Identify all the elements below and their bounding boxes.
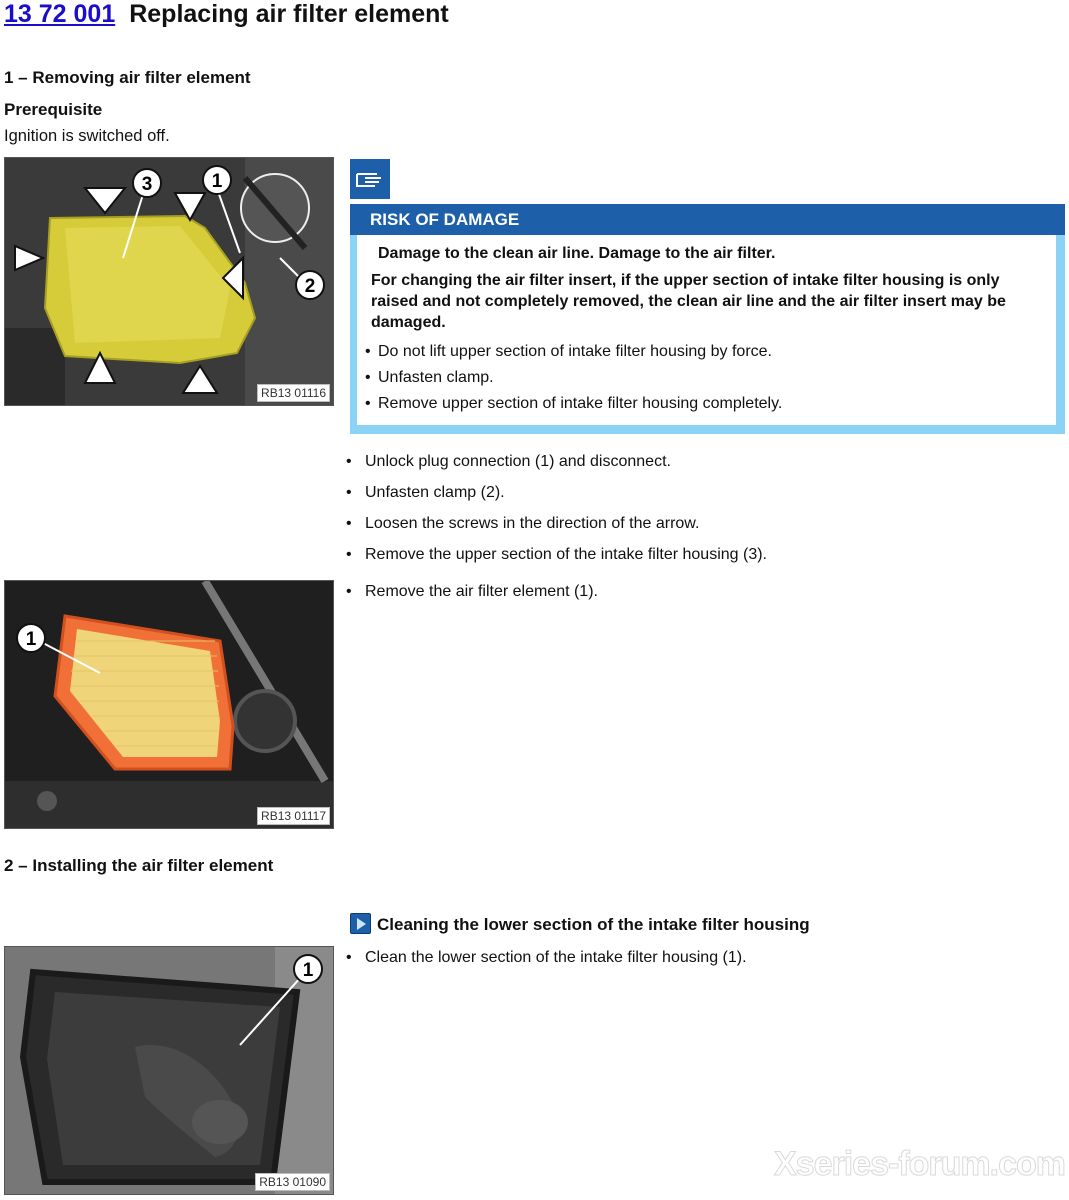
figure-label: RB13 01117: [257, 807, 330, 825]
warning-line-2: For changing the air filter insert, if the upper section of intake filter housing is only raised and not completely removed, the clean air line and the air filter insert may be damaged.: [371, 272, 1006, 331]
figure-label: RB13 01090: [255, 1173, 330, 1191]
lower-housing-illustration: [5, 947, 333, 1194]
step-item: • Remove the upper section of the intake filter housing (3).: [346, 544, 767, 575]
warning-list: [371, 339, 1042, 417]
step-item: • Loosen the screws in the direction of the arrow.: [346, 513, 767, 544]
filter-steps-list: [346, 581, 598, 612]
warning-title: RISK OF DAMAGE: [350, 204, 1065, 235]
pointing-hand-icon: [350, 159, 390, 199]
callout-2: [296, 271, 324, 299]
step-item: • Remove the air filter element (1).: [346, 581, 598, 612]
step-item: • Unlock plug connection (1) and disconnect.: [346, 451, 767, 482]
cleaning-steps-list: [346, 947, 747, 978]
callout-3: [133, 169, 161, 197]
prerequisite-text: Ignition is switched off.: [4, 127, 170, 145]
figure-lower-housing: [4, 946, 334, 1195]
warning-content: [357, 235, 1056, 425]
svg-text:2: 2: [304, 276, 316, 297]
removal-steps-list: [346, 451, 767, 575]
play-arrow-icon[interactable]: [350, 913, 371, 934]
callout-1: [294, 955, 322, 983]
warning-item: • Remove upper section of intake filter housing completely.: [365, 391, 1042, 417]
svg-text:3: 3: [141, 174, 153, 195]
repair-code-link[interactable]: 13 72 001: [4, 0, 116, 28]
step-item: • Clean the lower section of the intake filter housing (1).: [346, 947, 747, 978]
page-title: [4, 0, 449, 29]
figure-intake-housing-upper: [4, 157, 334, 406]
section-heading-installing: 2 – Installing the air filter element: [4, 856, 274, 875]
figure-air-filter-element: [4, 580, 334, 829]
step-item: • Unfasten clamp (2).: [346, 482, 767, 513]
intake-housing-illustration: [5, 158, 333, 405]
prerequisite-label: Prerequisite: [4, 100, 103, 119]
figure-label: RB13 01116: [257, 384, 330, 402]
watermark: Xseries-forum.com: [774, 1145, 1065, 1183]
warning-line-1: Damage to the clean air line. Damage to the air filter.: [378, 245, 776, 262]
risk-of-damage-box: [350, 204, 1065, 434]
callout-1: [17, 624, 45, 652]
warning-item: • Do not lift upper section of intake filter housing by force.: [365, 339, 1042, 365]
svg-text:1: 1: [211, 171, 223, 192]
subheading-cleaning: [350, 913, 810, 935]
svg-text:1: 1: [25, 629, 37, 650]
page-title-text: Replacing air filter element: [129, 0, 449, 28]
warning-item: • Unfasten clamp.: [365, 365, 1042, 391]
air-filter-illustration: [5, 581, 333, 828]
svg-text:1: 1: [302, 960, 314, 981]
subheading-cleaning-text: Cleaning the lower section of the intake filter housing: [377, 915, 810, 934]
section-heading-removing: 1 – Removing air filter element: [4, 68, 251, 87]
callout-1: [203, 166, 231, 194]
